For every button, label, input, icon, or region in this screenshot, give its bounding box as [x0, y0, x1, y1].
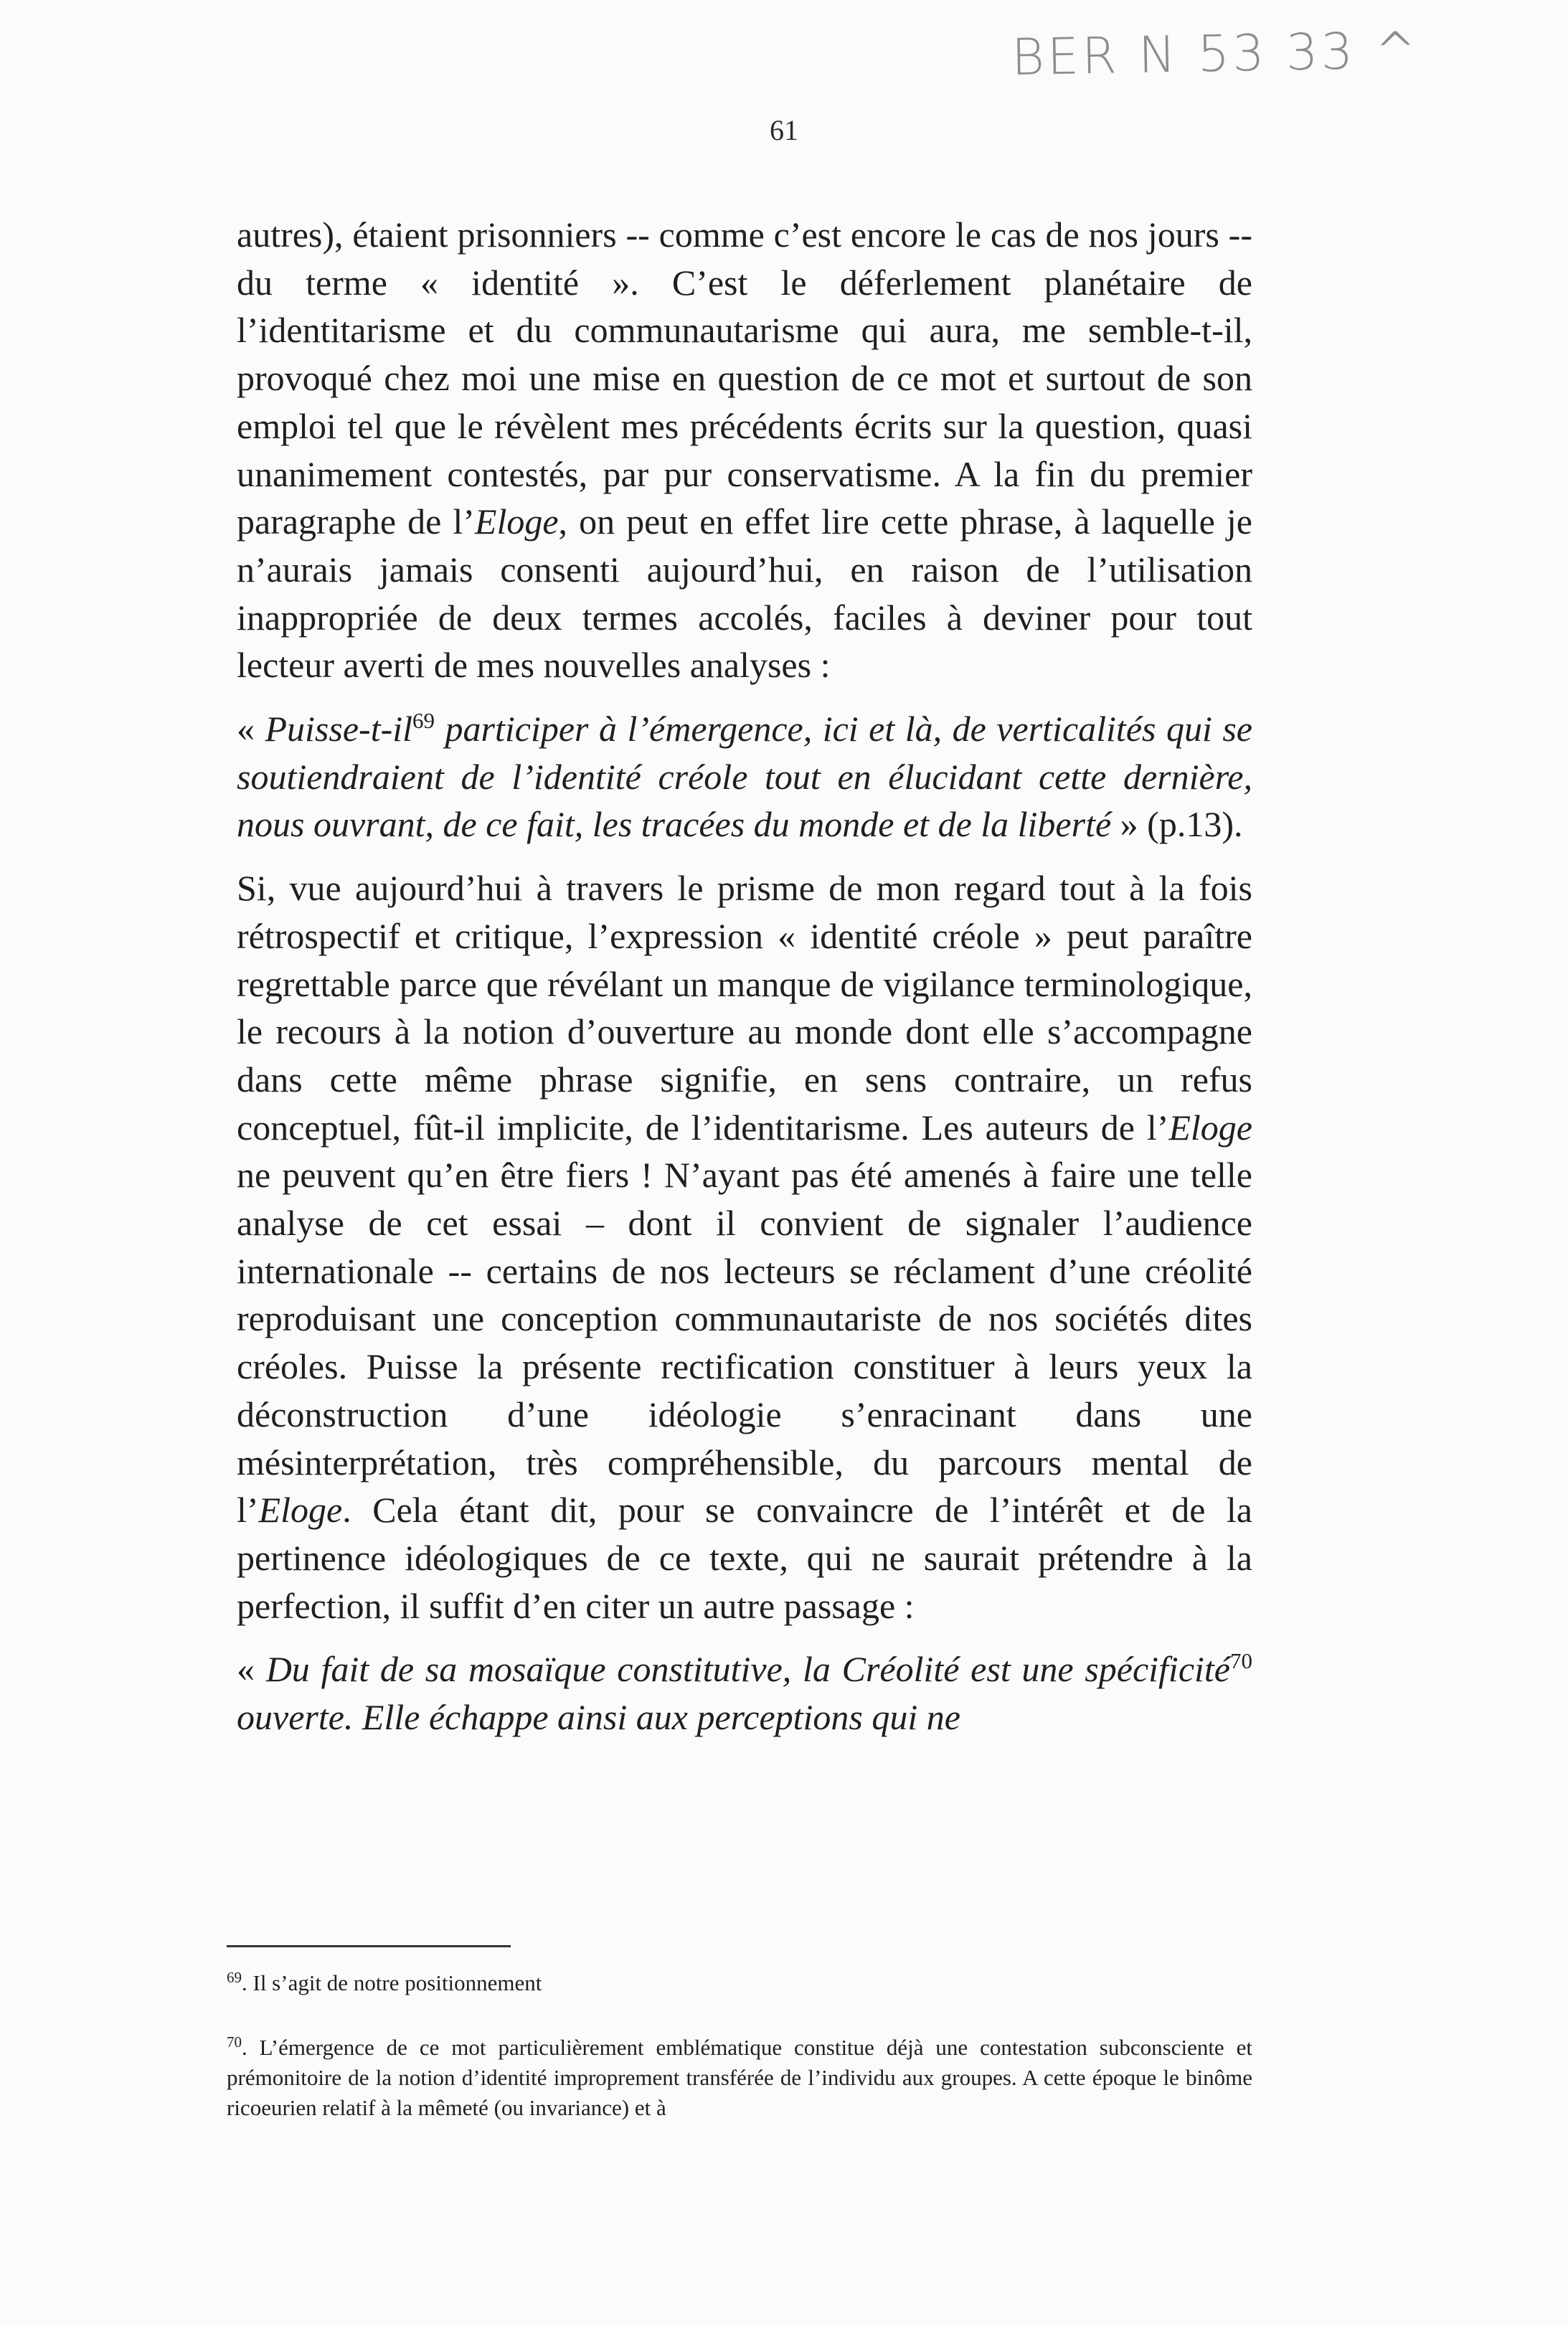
title-eloge: Eloge [474, 501, 559, 542]
footnote-70: $^{70}$. L’émergence de ce mot particulièrement emblématique constitue déjà une contestation subconsciente et prémonitoire de la notion d’identité improprement transférée de l’individu aux groupes. A cette époque le binôme ricoeurien relatif à la mêmeté (ou invariance) et à [227, 2033, 1252, 2120]
title-eloge: Eloge [258, 1490, 343, 1531]
paragraph-1: autres), étaient prisonniers -- comme c’est encore le cas de nos jours -- du terme « identité ». C’est le déferlement planétaire de l’identitarisme et du communautarisme qui aura, me semble-t-il, provoqué chez moi une mise en question de ce mot et surtout de son emploi tel que le révèlent mes précédents écrits sur la question, quasi unanimement contestés, par pur conservatisme. A la fin du premier paragraphe de l’Eloge, on peut en effet lire cette phrase, à laquelle je n’aurais jamais consenti aujourd’hui, en raison de l’utilisation inappropriée de deux termes accolés, faciles à deviner pour tout lecteur averti de mes nouvelles analyses : [237, 214, 1252, 686]
footnote-ref-69: 69 [412, 708, 435, 734]
footnote-ref-70: 70 [1230, 1648, 1252, 1674]
footnote-69: $^{69}$. Il s’agit de notre positionnement [227, 1969, 542, 1995]
page-number: 61 [770, 114, 798, 146]
bleed-through-marks [79, 29, 98, 82]
quotation-2: « Du fait de sa mosaïque constitutive, la Créolité est une spécificité$^{70}$ ouverte. Elle échappe ainsi aux perceptions qui ne [237, 1648, 1252, 1738]
paragraph-2: Si, vue aujourd’hui à travers le prisme de mon regard tout à la fois rétrospectif et critique, l’expression « identité créole » peut paraître regrettable parce que révélant un manque de vigilance terminologique, le recours à la notion d’ouverture au monde dont elle s’accompagne dans cette même phrase signifie, en sens contraire, un refus conceptuel, fût-il implicite, de l’identitarisme. Les auteurs de l’Eloge ne peuvent qu’en être fiers ! N’ayant pas été amenés à faire une telle analyse de cet essai – dont il convient de signaler l’audience internationale -- certains de nos lecteurs se réclament d’une créolité reproduisant une conception communautariste de nos sociétés dites créoles. Puisse la présente rectification constituer à leurs yeux la déconstruction d’une idéologie s’enracinant dans une mésinterprétation, très compréhensible, du parcours mental de l’Eloge. Cela étant dit, pour se convaincre de l’intérêt et de la pertinence idéologiques de ce texte, qui ne saurait prétendre à la perfection, il suffit d’en citer un autre passage : [237, 868, 1252, 1626]
title-eloge: Eloge [1168, 1107, 1252, 1148]
footnotes [227, 1968, 1252, 2123]
footnote-separator [227, 1945, 511, 1947]
handwritten-annotation: BER N 53 33 ^ [1011, 21, 1420, 87]
quotation-1: « Puisse-$t-il^{69}$ participer à l’émergence, ici et là, de verticalités qui se soutiendraient de l’identité créole tout en élucidant cette dernière, nous ouvrant, de ce fait, les tracées du monde et de la liberté » (p.13). [237, 708, 1252, 845]
main-text [237, 211, 1252, 1741]
